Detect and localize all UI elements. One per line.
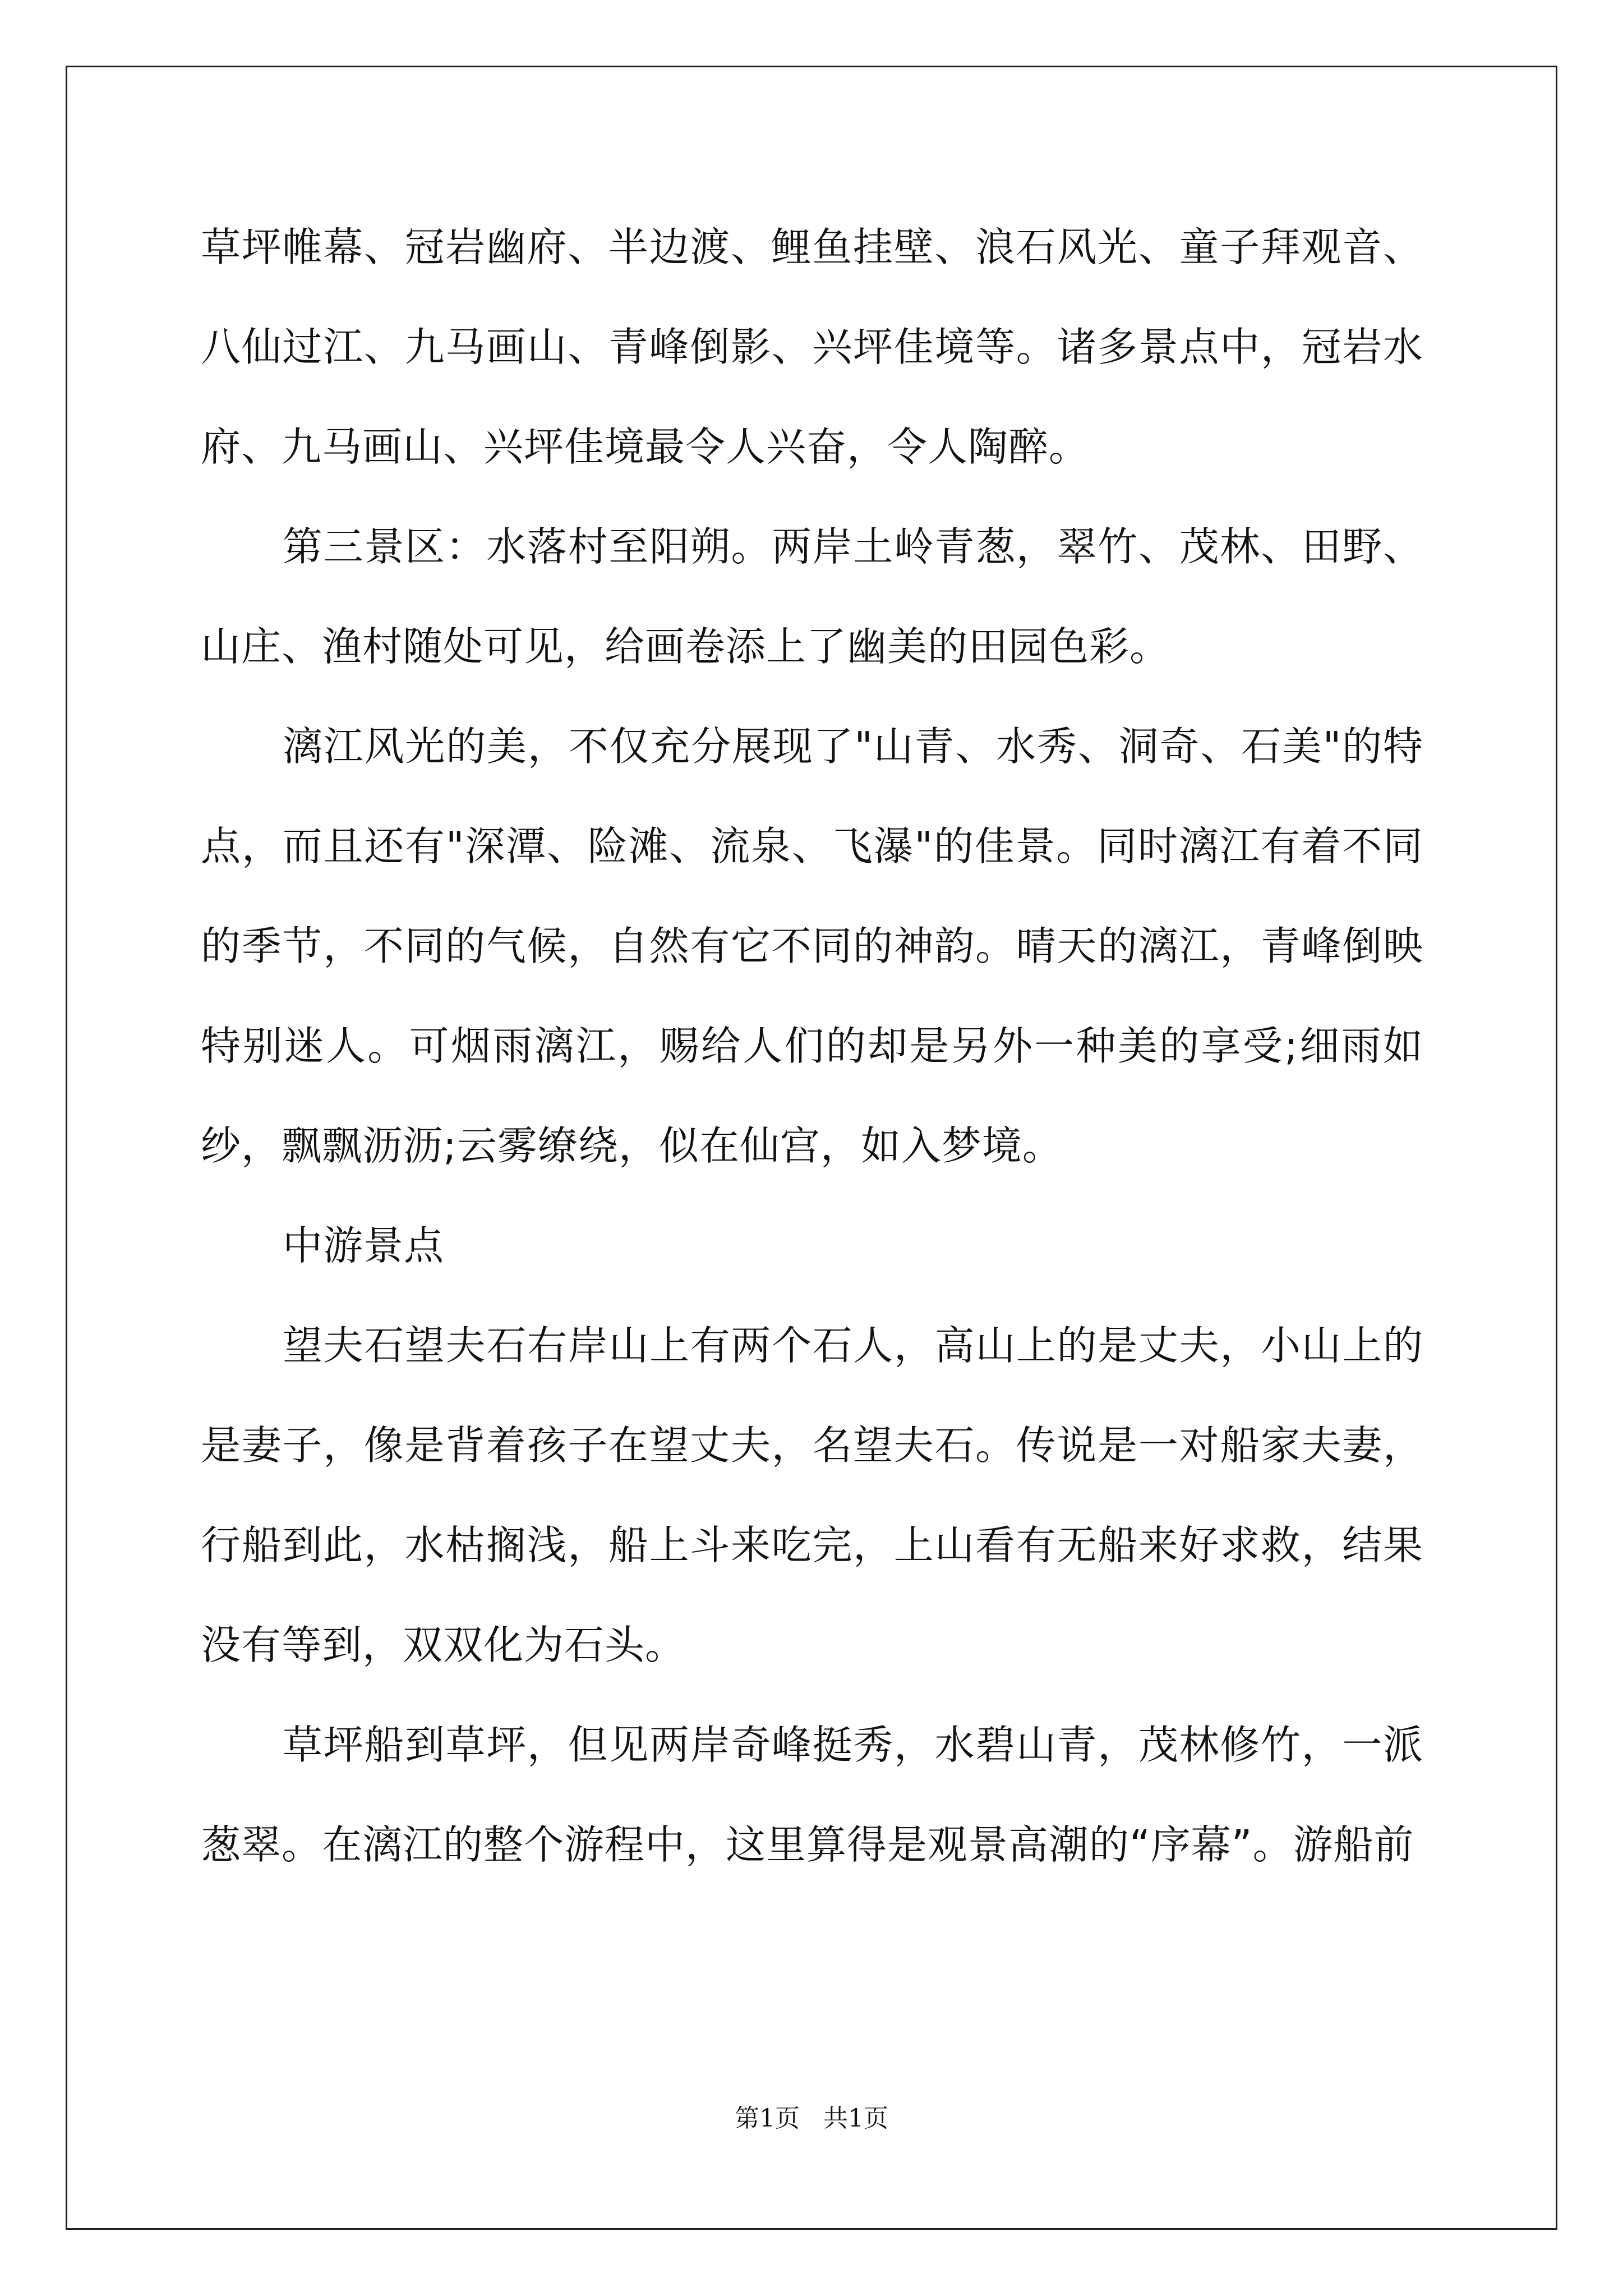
paragraph-2: 第三景区：水落村至阳朔。两岸土岭青葱，翠竹、茂林、田野、山庄、渔村随处可见，给画卷添上了幽美的田园色彩。 — [201, 523, 1423, 670]
paragraph-5: 望夫石望夫石右岸山上有两个石人，高山上的是丈夫，小山上的是妻子，像是背着孩子在望丈夫，名望夫石。传说是一对船家夫妻，行船到此，水枯搁浅，船上斗来吃完，上山看有无船来好求救，结果没有等到，双双化为石头。 — [201, 1322, 1423, 1668]
page-footer: 第1页 共1页 — [735, 2104, 888, 2133]
paragraph-1: 草坪帷幕、冠岩幽府、半边渡、鲤鱼挂壁、浪石风光、童子拜观音、八仙过江、九马画山、青峰倒影、兴坪佳境等。诸多景点中，冠岩水府、九马画山、兴坪佳境最令人兴奋，令人陶醉。 — [201, 224, 1423, 470]
paragraph-3: 漓江风光的美，不仅充分展现了"山青、水秀、洞奇、石美"的特点，而且还有"深潭、险滩、流泉、飞瀑"的佳景。同时漓江有着不同的季节，不同的气候，自然有它不同的神韵。晴天的漓江，青峰倒映特别迷人。可烟雨漓江，赐给人们的却是另外一种美的享受;细雨如纱，飘飘沥沥;云雾缭绕，似在仙宫，如入梦境。 — [201, 723, 1423, 1169]
document-body — [201, 197, 1423, 1895]
paragraph-6: 草坪船到草坪，但见两岸奇峰挺秀，水碧山青，茂林修竹，一派葱翠。在漓江的整个游程中，这里算得是观景高潮的“序幕”。游船前 — [201, 1722, 1423, 1868]
section-heading: 中游景点 — [283, 1222, 445, 1269]
